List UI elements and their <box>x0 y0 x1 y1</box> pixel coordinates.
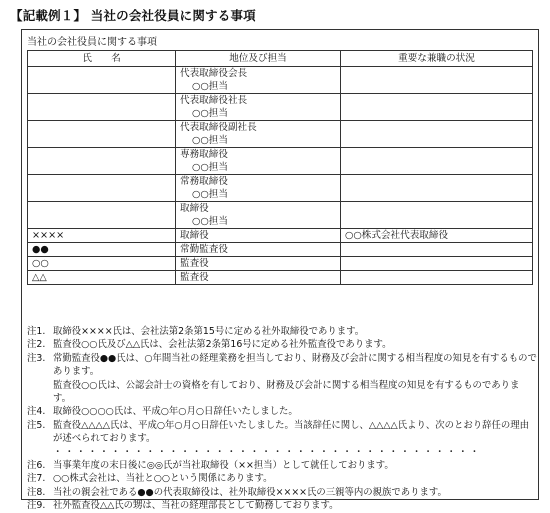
note-item <box>27 499 537 512</box>
cell-name: ×××× <box>28 229 176 243</box>
cell-concurrent <box>341 121 533 148</box>
cell-position: 監査役 <box>176 257 341 271</box>
position-duty: ○○担当 <box>192 81 228 92</box>
position-duty: ○○担当 <box>192 216 228 227</box>
cell-position <box>176 121 341 148</box>
cell-concurrent <box>341 271 533 285</box>
cell-position <box>176 148 341 175</box>
cell-name <box>28 202 176 229</box>
note-text: 取締役××××氏は、会社法第2条第15号に定める社外取締役であります。 <box>53 326 365 337</box>
note-item <box>27 405 537 418</box>
cell-name <box>28 121 176 148</box>
note-text: 監査役○○氏及び△△氏は、会社法第2条第16号に定める社外監査役であります。 <box>53 339 392 351</box>
note-label: 注8. <box>27 486 46 498</box>
note-item <box>27 379 537 406</box>
position-title: 代表取締役社長 <box>180 95 248 106</box>
note-item <box>27 352 537 379</box>
note-label: 注3. <box>27 352 46 364</box>
header-position: 地位及び担当 <box>176 51 341 67</box>
cell-position: 常勤監査役 <box>176 243 341 257</box>
cell-name <box>28 67 176 94</box>
position-duty: ○○担当 <box>192 135 228 146</box>
note-text: 取締役○○○○氏は、平成○年○月○日辞任いたしました。 <box>53 406 298 418</box>
table-row <box>28 175 533 202</box>
cell-name <box>28 175 176 202</box>
cell-name: ●● <box>28 243 176 257</box>
cell-name: ○○ <box>28 257 176 271</box>
cell-concurrent: ○○株式会社代表取締役 <box>341 229 533 243</box>
table-row <box>28 257 533 271</box>
note-text: 監査役○○氏は、公認会計士の資格を有しており、財務及び会計に関する相当程度の知見を有するものであります。 <box>53 379 520 405</box>
section-title: 当社の会社役員に関する事項 <box>27 37 157 48</box>
table-row <box>28 202 533 229</box>
note-item <box>27 419 537 446</box>
position-title: 取締役 <box>180 203 209 214</box>
position-duty: ○○担当 <box>192 189 228 200</box>
header-concurrent: 重要な兼職の状況 <box>341 51 533 67</box>
note-label: 注4. <box>27 406 46 418</box>
note-label: 注9. <box>27 500 46 512</box>
note-text: 社外監査役△△氏の甥は、当社の経理部長として勤務しております。 <box>53 500 339 512</box>
table-row <box>28 121 533 148</box>
officers-section-frame <box>21 29 539 512</box>
position-title: 代表取締役副社長 <box>180 122 257 133</box>
table-row <box>28 148 533 175</box>
note-item <box>27 486 537 499</box>
note-item <box>27 459 537 472</box>
table-row <box>28 67 533 94</box>
note-label: 注5. <box>27 419 46 431</box>
note-ellipsis: ・・・・・・・・・・・・・・・・・・・・・・・・・・・・・・・・・・・・・ <box>53 446 482 458</box>
cell-name <box>28 94 176 121</box>
position-title: 専務取締役 <box>180 149 228 160</box>
cell-position <box>176 67 341 94</box>
cell-position: 監査役 <box>176 271 341 285</box>
header-name: 氏 名 <box>28 51 176 67</box>
cell-concurrent <box>341 243 533 257</box>
page-heading: 【記載例１】 当社の会社役員に関する事項 <box>10 8 256 23</box>
position-title: 常務取締役 <box>180 176 228 187</box>
note-text: 当社の親会社である●●の代表取締役は、社外取締役××××氏の三親等内の親族であります。 <box>53 486 447 498</box>
cell-concurrent <box>341 257 533 271</box>
note-item <box>27 472 537 485</box>
cell-concurrent <box>341 202 533 229</box>
note-label: 注1. <box>27 326 46 337</box>
position-duty: ○○担当 <box>192 162 228 173</box>
cell-position <box>176 94 341 121</box>
table-header-row <box>28 51 533 67</box>
table-row <box>28 94 533 121</box>
cell-concurrent <box>341 67 533 94</box>
note-text: 当事業年度の末日後に◎◎氏が当社取締役（××担当）として就任しております。 <box>53 460 394 472</box>
table-row <box>28 229 533 243</box>
cell-name: △△ <box>28 271 176 285</box>
cell-position <box>176 175 341 202</box>
note-text: ○○株式会社は、当社と○○という関係にあります。 <box>53 473 273 485</box>
note-label: 注2. <box>27 339 46 351</box>
table-row <box>28 243 533 257</box>
cell-concurrent <box>341 175 533 202</box>
note-text: 監査役△△△△氏は、平成○年○月○日辞任いたしました。当該辞任に関し、△△△△氏より、次のとおり辞任の理由が述べられております。 <box>53 419 529 445</box>
note-label: 注6. <box>27 460 46 472</box>
cell-concurrent <box>341 94 533 121</box>
note-item <box>27 338 537 351</box>
note-label: 注7. <box>27 473 46 485</box>
cell-name <box>28 148 176 175</box>
cell-concurrent <box>341 148 533 175</box>
position-title: 代表取締役会長 <box>180 68 248 79</box>
position-duty: ○○担当 <box>192 108 228 119</box>
officers-table <box>27 50 533 285</box>
note-text: 常勤監査役●●氏は、○年間当社の経理業務を担当しており、財務及び会計に関する相当程度の知見を有するものであります。 <box>53 352 537 378</box>
note-item <box>27 325 537 338</box>
table-row <box>28 271 533 285</box>
cell-position <box>176 202 341 229</box>
cell-position: 取締役 <box>176 229 341 243</box>
note-label <box>27 379 53 406</box>
notes-section <box>27 325 537 513</box>
